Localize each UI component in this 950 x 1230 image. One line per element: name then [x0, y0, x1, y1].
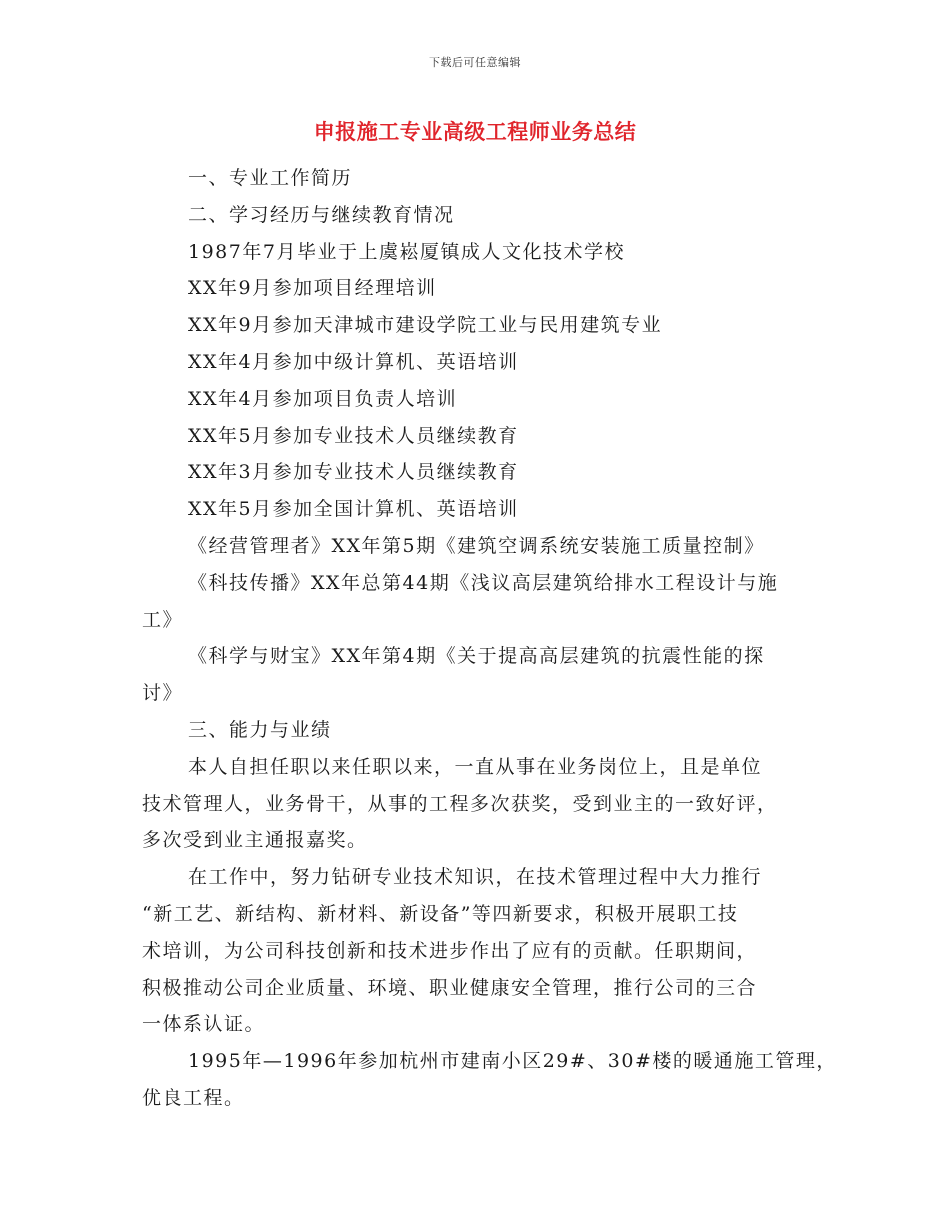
header-note: 下载后可任意编辑 [429, 56, 521, 69]
text-line: 在工作中，努力钻研专业技术知识，在技术管理过程中大力推行 [188, 866, 763, 889]
text-line: XX年5月参加专业技术人员继续教育 [188, 424, 519, 447]
text-line: 三、能力与业绩 [188, 718, 332, 741]
text-line: 本人自担任职以来任职以来，一直从事在业务岗位上，且是单位 [188, 755, 763, 778]
text-line: 工》 [142, 608, 184, 631]
text-line: 《科学与财宝》XX年第4期《关于提高高层建筑的抗震性能的探 [188, 645, 765, 668]
text-line: 二、学习经历与继续教育情况 [188, 203, 455, 226]
text-line: 一、专业工作简历 [188, 167, 353, 189]
text-line: 积极推动公司企业质量、环境、职业健康安全管理，推行公司的三合 [142, 976, 758, 999]
text-line: XX年3月参加专业技术人员继续教育 [188, 461, 519, 484]
text-line: XX年4月参加项目负责人培训 [188, 387, 458, 410]
text-line: “新工艺、新结构、新材料、新设备”等四新要求，积极开展职工技 [142, 902, 739, 925]
text-line: 技术管理人，业务骨干，从事的工程多次获奖，受到业主的一致好评， [142, 792, 778, 815]
text-line: 术培训，为公司科技创新和技术进步作出了应有的贡献。任职期间， [142, 939, 758, 962]
text-line: 《经营管理者》XX年第5期《建筑空调系统安装施工质量控制》 [188, 534, 765, 557]
text-line: 讨》 [142, 682, 184, 705]
text-line: XX年9月参加项目经理培训 [188, 277, 437, 300]
text-line: XX年9月参加天津城市建设学院工业与民用建筑专业 [188, 314, 663, 337]
text-line: 优良工程。 [142, 1086, 245, 1109]
text-line: XX年5月参加全国计算机、英语培训 [188, 498, 519, 521]
text-line: 一体系认证。 [142, 1013, 266, 1036]
text-line: 多次受到业主通报嘉奖。 [142, 829, 368, 852]
text-line: 《科技传播》XX年总第44期《浅议高层建筑给排水工程设计与施 [188, 571, 779, 594]
text-line: XX年4月参加中级计算机、英语培训 [188, 350, 519, 373]
document-title: 申报施工专业高级工程师业务总结 [313, 120, 637, 144]
text-line: 1987年7月毕业于上虞崧厦镇成人文化技术学校 [188, 240, 625, 263]
document-body [142, 160, 837, 1117]
text-line: 1995年—1996年参加杭州市建南小区29#、30#楼的暖通施工管理， [188, 1050, 837, 1073]
